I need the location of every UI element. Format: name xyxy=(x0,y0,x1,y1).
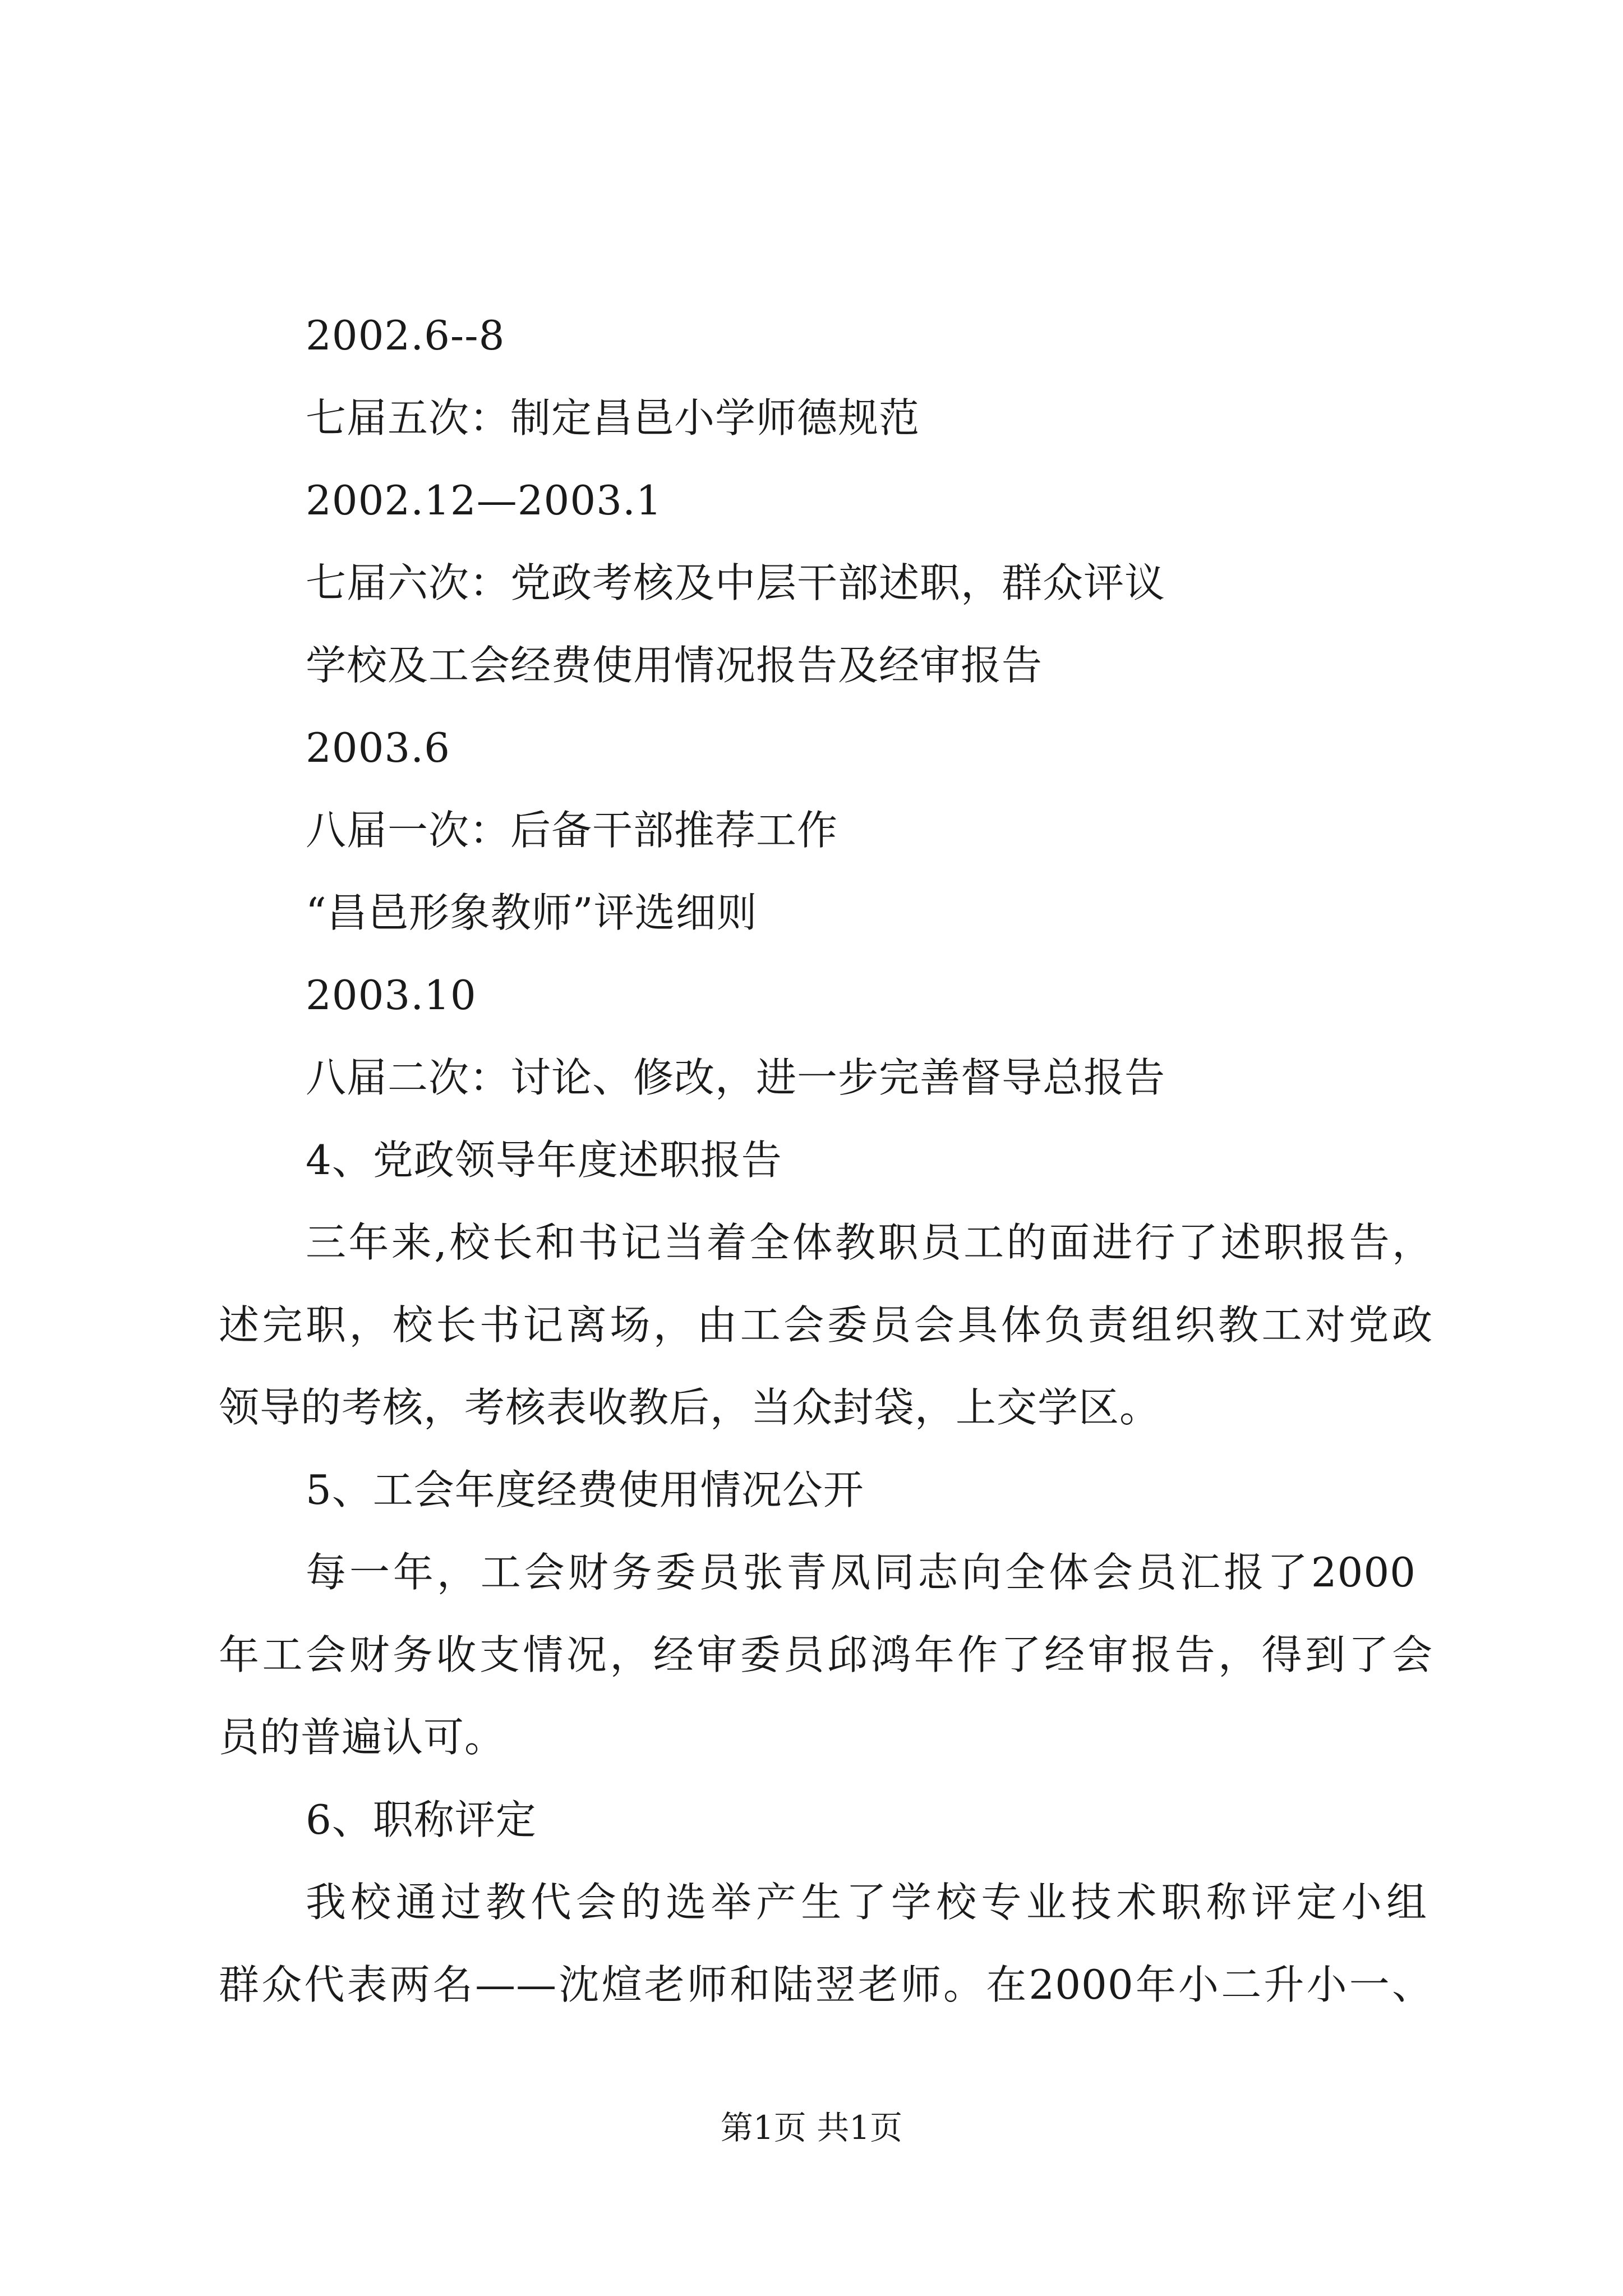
paragraph-line: 员的普遍认可。 xyxy=(219,1714,506,1761)
date-line: 2002.12—2003.1 xyxy=(306,477,662,524)
paragraph-line: 述完职，校长书记离场，由工会委员会具体负责组织教工对党政 xyxy=(219,1301,1433,1349)
meeting-item: 学校及工会经费使用情况报告及经审报告 xyxy=(306,642,1043,689)
paragraph-line: 领导的考核，考核表收教后，当众封袋，上交学区。 xyxy=(219,1384,1161,1431)
paragraph-line: 我校通过教代会的选举产生了学校专业技术职称评定小组 xyxy=(306,1879,1427,1926)
date-line: 2003.6 xyxy=(306,724,450,771)
meeting-item: 八届一次：后备干部推荐工作 xyxy=(306,807,838,854)
section-heading: 4、党政领导年度述职报告 xyxy=(306,1137,782,1184)
paragraph-line: 群众代表两名——沈煊老师和陆翌老师。在2000年小二升小一、 xyxy=(219,1961,1433,2008)
meeting-item: 八届二次：讨论、修改，进一步完善督导总报告 xyxy=(306,1054,1166,1101)
paragraph-line: 三年来,校长和书记当着全体教职员工的面进行了述职报告， xyxy=(306,1219,1433,1266)
section-heading: 5、工会年度经费使用情况公开 xyxy=(306,1466,864,1513)
section-heading: 6、职称评定 xyxy=(306,1796,537,1843)
paragraph-line: 每一年，工会财务委员张青凤同志向全体会员汇报了2000 xyxy=(306,1549,1416,1596)
meeting-item: 七届六次：党政考核及中层干部述职，群众评议 xyxy=(306,559,1166,606)
date-line: 2002.6--8 xyxy=(306,312,505,359)
meeting-item: 七届五次：制定昌邑小学师德规范 xyxy=(306,394,920,441)
meeting-item: “昌邑形象教师”评选细则 xyxy=(306,889,758,936)
date-line: 2003.10 xyxy=(306,972,477,1019)
page-number-footer: 第1页 共1页 xyxy=(720,2109,903,2147)
paragraph-line: 年工会财务收支情况，经审委员邱鸿年作了经审报告，得到了会 xyxy=(219,1631,1433,1678)
